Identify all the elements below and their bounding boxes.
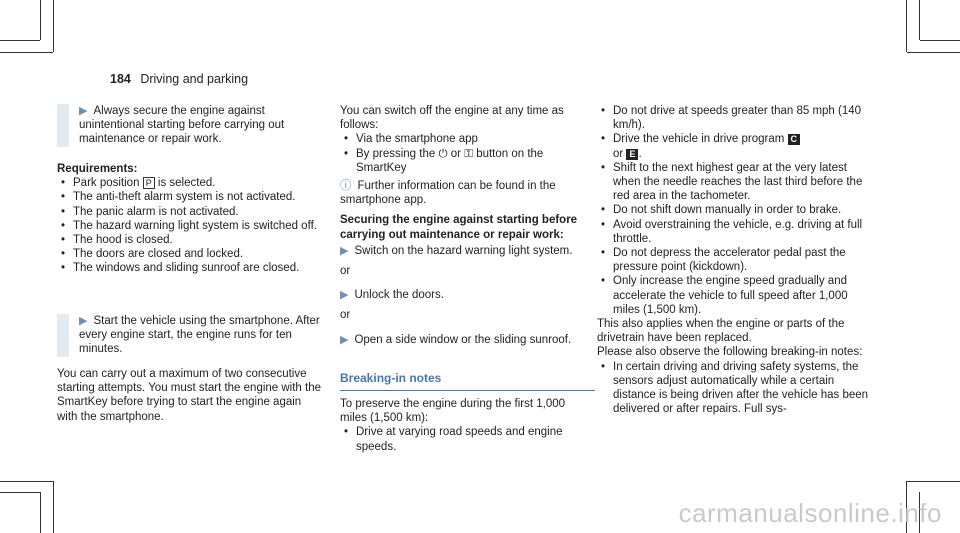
- left-paragraph: You can carry out a maximum of two consecutive starting attempts. You must start the engine with the SmartKey before trying to start the engine again with the smartphone.: [57, 368, 322, 423]
- paragraph: This also applies when the engine or parts of the drivetrain have been replaced.: [597, 318, 845, 345]
- page-header: [110, 72, 248, 86]
- list-item: • Drive the vehicle in drive program C or E .: [597, 132, 869, 160]
- paragraph: Please also observe the following breaking-in notes:: [597, 346, 863, 359]
- list-item: • The panic alarm is not activated.: [57, 205, 322, 219]
- crop-mark: [906, 0, 907, 52]
- list-item: • The anti-theft alarm system is not activated.: [57, 190, 322, 204]
- right-column: [597, 104, 869, 416]
- list-item: • The hazard warning light system is switched off.: [57, 219, 322, 233]
- crop-mark: [919, 0, 920, 40]
- breaking-in-text: To preserve the engine during the first 1,000 miles (1,500 km):: [340, 398, 566, 425]
- or-label: or: [340, 309, 351, 322]
- intro-text: You can switch off the engine at any time as follows:: [340, 105, 564, 132]
- step: ▶ Switch on the hazard warning light system.: [340, 244, 573, 257]
- securing-heading: Securing the engine against starting before carrying out maintenance or repair work:: [340, 214, 578, 241]
- list-item: • The hood is closed.: [57, 233, 322, 247]
- crop-mark: [53, 0, 54, 52]
- crop-mark: [0, 52, 53, 53]
- engine-stop-icon: ⏻: [438, 147, 448, 160]
- page-number: 184: [110, 72, 131, 86]
- step-arrow-icon: ▶: [79, 315, 88, 327]
- mid-column: [340, 104, 595, 454]
- crop-mark: [0, 481, 53, 482]
- warning-text: Always secure the engine against unintentional starting before carrying out maintenance or repair work.: [79, 105, 285, 146]
- crop-mark: [0, 40, 40, 41]
- requirements-heading: Requirements:: [57, 163, 138, 175]
- requirements: [57, 162, 322, 276]
- drive-program-e-icon: E: [626, 149, 638, 160]
- crop-mark: [907, 481, 960, 482]
- list-item: • Drive at varying road speeds and engine speeds.: [340, 425, 595, 453]
- list-item: • By pressing the ⏻ or ⚿ button on the SmartKey: [340, 147, 595, 175]
- list-item: • In certain driving and driving safety systems, the sensors adjust automatically while a certain distance is being driven after the vehicle has been delivered or after repairs. Full sys-: [597, 360, 869, 417]
- info-note: ⓘ Further information can be found in the smartphone app.: [340, 180, 556, 207]
- breaking-in-heading: Breaking-in notes: [340, 371, 595, 391]
- heading-rule: [340, 390, 595, 391]
- key-icon: ⚿: [464, 147, 473, 160]
- list-item: • Do not shift down manually in order to brake.: [597, 203, 869, 217]
- drive-program-c-icon: C: [788, 134, 801, 145]
- list-item: • The doors are closed and locked.: [57, 247, 322, 261]
- crop-mark: [40, 0, 41, 40]
- list-item: • The windows and sliding sunroof are closed.: [57, 261, 322, 275]
- list-item: • Shift to the next highest gear at the very latest when the needle reaches the last third before the red area in the tachometer.: [597, 161, 869, 204]
- start-step: [79, 314, 322, 357]
- warning-box: [57, 104, 322, 147]
- step: ▶ Unlock the doors.: [340, 289, 444, 302]
- or-label: or: [340, 265, 351, 278]
- warning-step: [79, 104, 322, 147]
- crop-mark: [0, 492, 40, 493]
- crop-mark: [920, 40, 960, 41]
- list-item: • Avoid overstraining the vehicle, e.g. driving at full throttle.: [597, 218, 869, 246]
- watermark: carmanualsonline.info: [678, 498, 942, 528]
- list-item: • Do not depress the accelerator pedal past the pressure point (kickdown).: [597, 246, 869, 274]
- park-position-icon: P: [143, 177, 155, 189]
- step: ▶ Open a side window or the sliding sunroof.: [340, 333, 572, 346]
- step-arrow-icon: ▶: [340, 333, 349, 346]
- crop-mark: [907, 52, 960, 53]
- step-box: [57, 314, 322, 357]
- list-item: • Only increase the engine speed gradually and accelerate the vehicle to full speed after 1,000 miles (1,500 km).: [597, 274, 869, 317]
- list-item: • Via the smartphone app: [340, 132, 595, 146]
- section-title: Driving and parking: [140, 72, 249, 86]
- step-arrow-icon: ▶: [340, 244, 349, 257]
- list-item: • Park position P is selected.: [57, 176, 322, 190]
- crop-mark: [53, 481, 54, 533]
- info-icon: ⓘ: [340, 180, 352, 193]
- start-step-text: Start the vehicle using the smartphone. After every engine start, the engine runs for ten minutes.: [79, 315, 320, 356]
- step-arrow-icon: ▶: [79, 105, 88, 117]
- crop-mark: [40, 492, 41, 533]
- step-arrow-icon: ▶: [340, 289, 349, 302]
- list-item: • Do not drive at speeds greater than 85 mph (140 km/h).: [597, 104, 869, 132]
